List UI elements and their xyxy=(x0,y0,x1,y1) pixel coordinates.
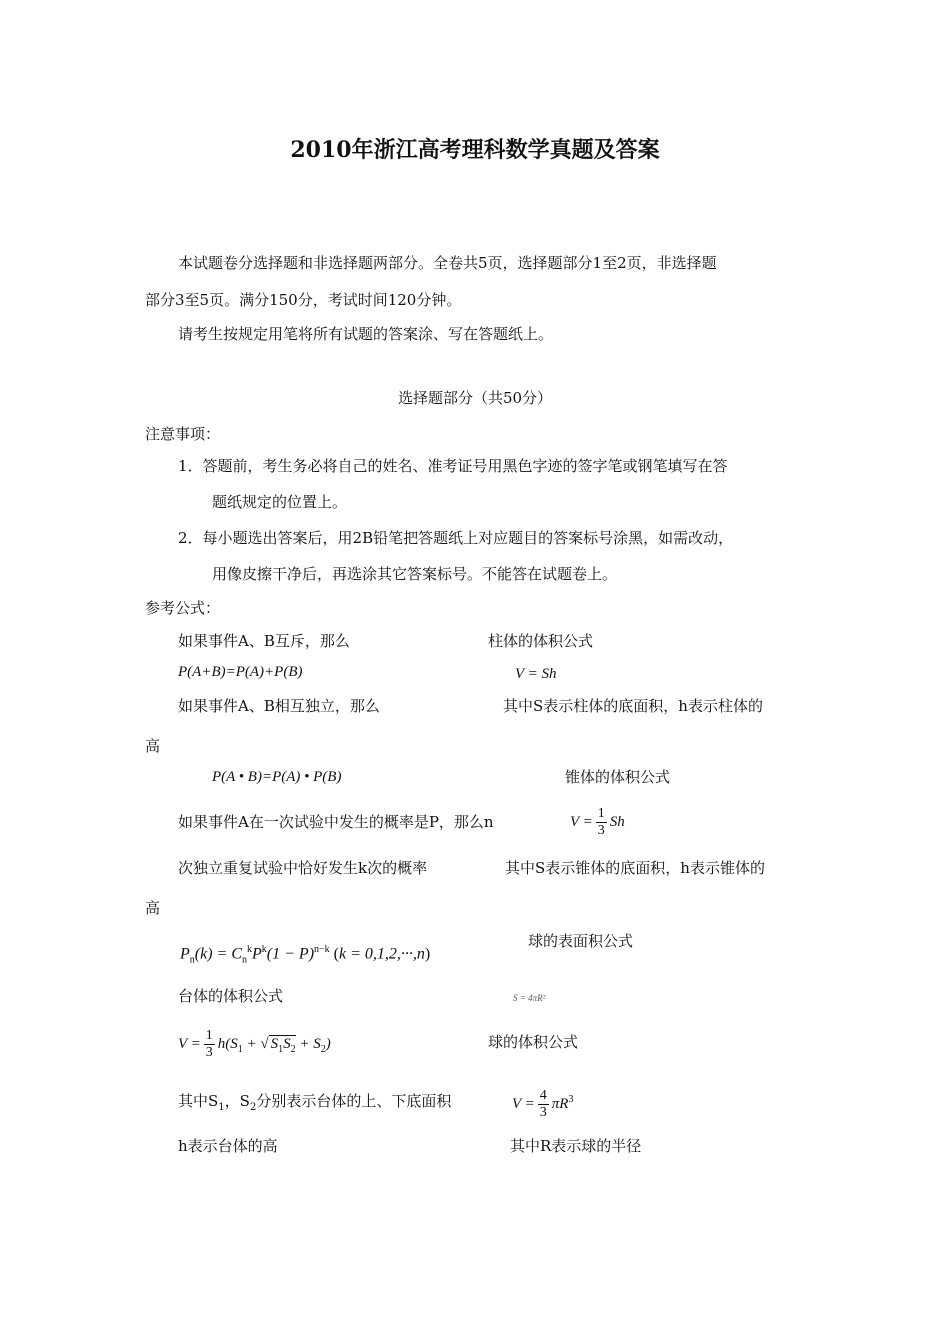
frustum-height-note: h表示台体的高 xyxy=(178,1137,278,1155)
sphere-volume-title: 球的体积公式 xyxy=(488,1033,579,1051)
frustum-volume-title: 台体的体积公式 xyxy=(178,987,284,1005)
prism-volume-title: 柱体的体积公式 xyxy=(488,632,594,650)
section-heading: 选择题部分（共50分） xyxy=(397,389,553,407)
cone-volume-title: 锥体的体积公式 xyxy=(565,768,671,786)
cone-formula-fraction xyxy=(596,806,607,839)
notice-2-line-1: 2．每小题选出答案后，用2B铅笔把答题纸上对应题目的答案标号涂黑，如需改动， xyxy=(178,529,734,547)
cone-volume-formula xyxy=(570,802,625,842)
exclusive-events-formula: P(A+B)=P(A)+P(B) xyxy=(178,664,303,680)
notice-1-line-2: 题纸规定的位置上。 xyxy=(212,493,348,511)
intro-line-3: 请考生按规定用笔将所有试题的答案涂、写在答题纸上。 xyxy=(178,325,554,343)
page-title: 2010年浙江高考理科数学真题及答案 xyxy=(290,137,660,163)
frustum-volume-formula: V = $\frac{1}{3}$ $h(S_1$ + √ $S_1S_2 + S_2$) xyxy=(178,1028,331,1061)
exclusive-events-text: 如果事件A、B互斥，那么 xyxy=(178,632,350,650)
cone-formula-left: V = xyxy=(570,814,593,830)
notice-1-line-1: 1．答题前，考生务必将自己的姓名、准考证号用黑色字迹的签字笔或钢笔填写在答 xyxy=(178,457,728,475)
frustum-note: 其中$S_1$，$S_2$分别表示台体的上、下底面积 xyxy=(178,1092,452,1113)
reference-label: 参考公式： xyxy=(145,599,221,617)
intro-line-2: 部分3至5页。满分150分，考试时间120分钟。 xyxy=(145,291,462,309)
cone-note-continued: 高 xyxy=(145,899,161,917)
notice-label: 注意事项： xyxy=(145,425,221,443)
notice-2-line-2: 用像皮擦干净后，再选涂其它答案标号。不能答在试题卷上。 xyxy=(212,565,618,583)
cone-formula-denominator: 3 xyxy=(597,823,605,839)
sphere-area-title: 球的表面积公式 xyxy=(528,932,634,950)
repeated-trials-text: 次独立重复试验中恰好发生k次的概率 xyxy=(178,859,428,877)
prism-note: 其中S表示柱体的底面积，h表示柱体的 xyxy=(503,697,763,715)
probability-text: 如果事件A在一次试验中发生的概率是P，那么n xyxy=(178,813,494,831)
intro-line-1: 本试题卷分选择题和非选择题两部分。全卷共5页，选择题部分1至2页，非选择题 xyxy=(178,254,717,272)
independent-events-formula: P(A • B)=P(A) • P(B) xyxy=(212,769,342,785)
prism-volume-formula: V = Sh xyxy=(515,666,557,682)
cone-formula-numerator: 1 xyxy=(597,806,605,822)
cone-formula-right: Sh xyxy=(609,814,625,830)
cone-note: 其中S表示锥体的底面积，h表示锥体的 xyxy=(505,859,765,877)
prism-note-continued: 高 xyxy=(145,737,161,755)
independent-events-text: 如果事件A、B相互独立，那么 xyxy=(178,697,380,715)
sphere-volume-formula: V = $\frac{4}{3}$ $\pi R^3$ xyxy=(512,1088,574,1121)
sphere-area-formula: S = 4πR² xyxy=(513,993,546,1003)
sphere-radius-note: 其中R表示球的半径 xyxy=(510,1137,642,1155)
binomial-probability-formula: $P_n(k) = C_n^kP^k(1 - P)^{n-k}$ (k = 0,1,2,···,n) xyxy=(180,944,431,966)
